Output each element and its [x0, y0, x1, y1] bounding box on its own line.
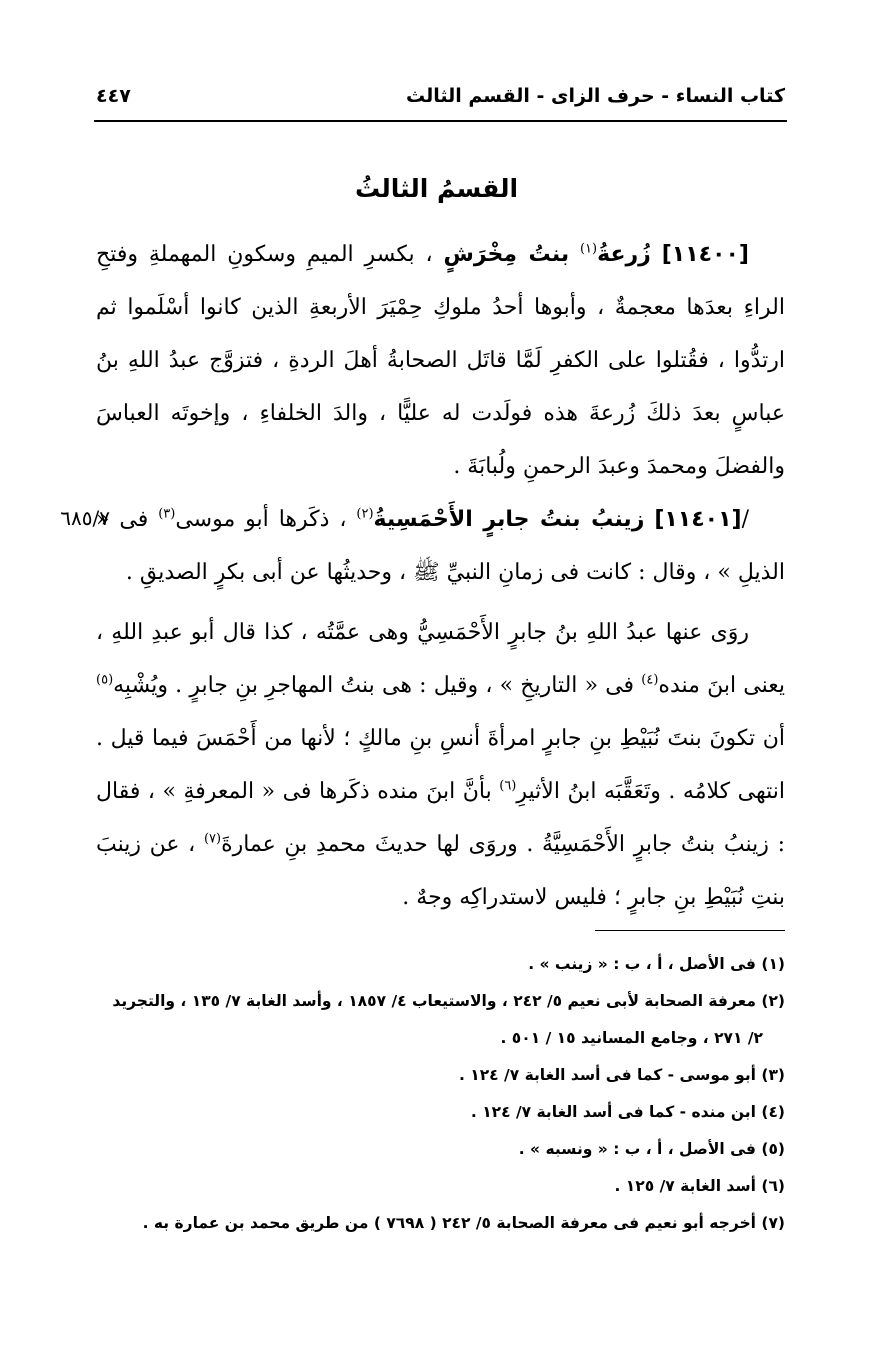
footnote-6: (٦) أسد الغابة ٧/ ١٢٥ . [614, 1177, 785, 1195]
footnote-ref: (٣) [158, 506, 176, 522]
footnote-7: (٧) أخرجه أبو نعيم فى معرفة الصحابة ٥/ ٢٤٢ ( ٧٦٩٨ ) من طريق محمد بن عمارة به . [142, 1214, 785, 1232]
commentary-paragraph [96, 606, 785, 924]
header-rule [94, 120, 787, 122]
footnote-ref: (٦) [499, 778, 517, 794]
entry-11401 [96, 493, 785, 599]
paragraph-text: روَى عنها عبدُ اللهِ بنُ جابرٍ الأَحْمَسِيُّ وهى عمَّتُه ، كذا قال أبو عبدِ اللهِ ، يعنى ابنَ منده [96, 620, 785, 698]
section-title: القسمُ الثالثُ [354, 174, 519, 203]
footnote-ref: (٧) [203, 831, 222, 847]
running-header [96, 76, 785, 116]
footnote-ref: (٤) [641, 672, 659, 688]
running-title: كتاب النساء - حرف الزاى - القسم الثالث [405, 85, 785, 107]
footnote-2-continued: ٢/ ٢٧١ ، وجامع المسانيد ١٥ / ٥٠١ . [500, 1029, 763, 1047]
paragraph-text: أن تكونَ بنتَ نُبَيْطِ بنِ جابرٍ امرأةَ أنسِ بنِ مالكٍ ؛ لأنها من أَحْمَسَ فيما قيل . انتهى كلامُه . وتَعَقَّبَه ابنُ الأثيرِ [96, 726, 785, 804]
entry-text: ، بكسرِ الميمِ وسكونِ المهملةِ وفتحِ الراءِ بعدَها معجمةٌ ، وأبوها أحدُ ملوكِ حِمْيَرَ الأربعةِ الذين كانوا أسْلَموا ثم ارتدُّوا ، فقُتلوا على الكفرِ لَمَّا قاتَل الصحابةُ أهلَ الردةِ ، فتزوَّج عبدُ اللهِ بنُ عباسٍ بعدَ ذلكَ زُرعةَ هذه فولَدت له عليًّا ، والدَ الخلفاءِ ، وإخوتَه العباسَ والفضلَ ومحمدَ وعبدَ الرحمنِ ولُبابَةَ . [96, 242, 785, 479]
footnote-ref: (٢) [356, 506, 374, 522]
paragraph-text: ، عن زينبَ بنتِ نُبَيْطِ بنِ جابرٍ ؛ فليس لاستدراكِه وجهٌ . [96, 832, 785, 910]
footnote-4: (٤) ابن منده - كما فى أسد الغابة ٧/ ١٢٤ . [470, 1103, 785, 1121]
entry-text: فى « الذيلِ » ، وقال : كانت فى زمانِ النبيِّ ﷺ ، وحديثُها عن أبى بكرٍ الصديقِ . [96, 507, 785, 585]
footnote-5: (٥) فى الأصل ، أ ، ب : « ونسبه » . [518, 1140, 785, 1158]
entry-name-rest: بنتُ مِخْرَشٍ [443, 242, 570, 267]
footnote-1: (١) فى الأصل ، أ ، ب : « زينب » . [528, 955, 785, 973]
margin-volume-page: ٦٨٥/٧ [60, 506, 110, 530]
footnote-3: (٣) أبو موسى - كما فى أسد الغابة ٧/ ١٢٤ . [458, 1066, 785, 1084]
entry-text: ، ذكَرها أبو موسى [175, 507, 347, 532]
footnote-rule [595, 930, 785, 931]
paragraph-text: فى « التاريخِ » ، وقيل : هى بنتُ المهاجرِ بنِ جابرٍ . ويُشْبِه [113, 673, 635, 698]
footnote-2: (٢) معرفة الصحابة لأبى نعيم ٥/ ٢٤٢ ، والاستيعاب ٤/ ١٨٥٧ ، وأسد الغابة ٧/ ١٣٥ ، والتجريد [112, 992, 785, 1010]
entry-name: زينبُ بنتُ جابرٍ الأَحْمَسِيةُ [373, 507, 645, 532]
footnote-ref: (٥) [96, 672, 114, 688]
entry-name: زُرعةُ [597, 242, 651, 267]
footnotes [96, 946, 785, 1242]
footnote-ref: (١) [579, 241, 598, 257]
page-number: ٤٤٧ [96, 85, 131, 107]
entry-number: [١١٤٠١] [654, 507, 742, 532]
page-break-marker: / [741, 507, 749, 532]
paragraph-text: بأنَّ ابنَ منده ذكَرها فى « المعرفةِ » ، فقال : زينبُ بنتُ جابرٍ الأَحْمَسِيَّةُ . وروَى لها حديثَ محمدِ بنِ عمارةَ [96, 779, 785, 857]
entry-number: [١١٤٠٠] [661, 242, 749, 267]
entry-11400 [96, 228, 785, 493]
